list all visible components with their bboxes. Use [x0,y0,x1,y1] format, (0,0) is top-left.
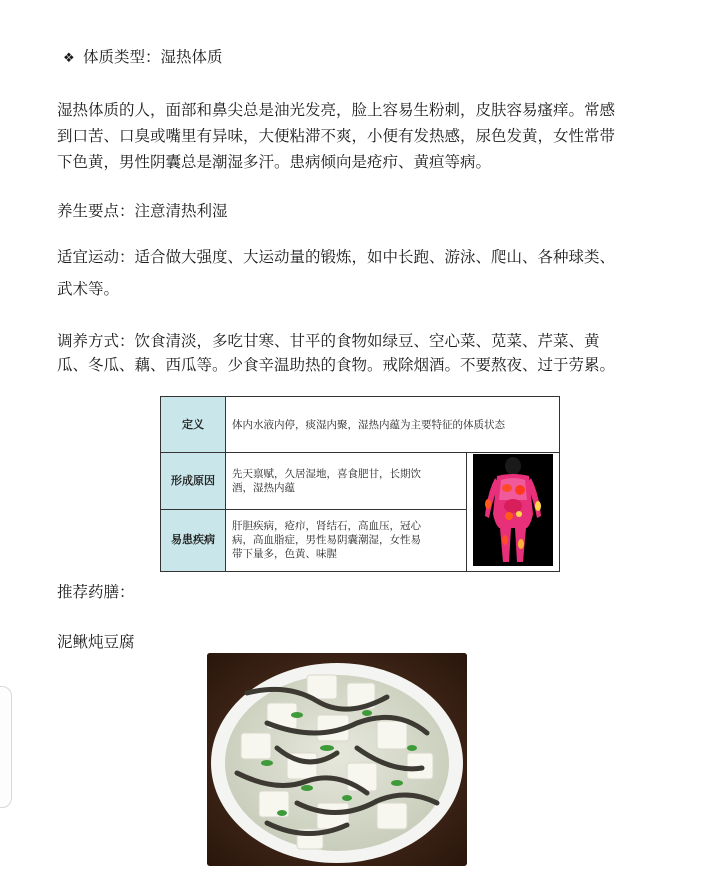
key-point-text: 养生要点：注意清热利湿 [57,202,228,220]
heading-text: 体质类型：湿热体质 [83,48,223,66]
regimen-line: 调养方式：饮食清淡，多吃甘寒、甘平的食物如绿豆、空心菜、苋菜、芹菜、黄 [57,332,600,350]
table-cell [226,453,467,509]
body-thermal-image-cell [467,453,560,572]
table-header-cell: 形成原因 [161,453,226,509]
regimen-line: 瓜、冬瓜、藕、西瓜等。少食辛温助热的食物。戒除烟酒。不要熬夜、过于劳累。 [57,356,616,374]
description-paragraph [57,98,667,176]
table-cell [226,509,467,571]
table-cell: 体内水液内停，痰湿内聚，湿热内蕴为主要特征的体质状态 [226,397,560,453]
table-row [161,397,560,453]
body-thermal-figure [473,454,553,566]
constitution-info-table [160,396,560,572]
constitution-type-heading [63,45,673,71]
description-line: 到口苦、口臭或嘴里有异味，大便粘滞不爽，小便有发热感，尿色发黄，女性常带 [57,127,616,145]
table-cell-line: 病，高血脂症，男性易阴囊潮湿，女性易 [232,534,421,547]
dish-name: 泥鳅炖豆腐 [57,633,135,651]
table-header-cell: 定义 [161,397,226,453]
table-cell-line: 先天禀赋，久居湿地，喜食肥甘，长期饮 [232,467,421,480]
recommend-label: 推荐药膳： [57,583,135,601]
exercise-paragraph [57,245,667,303]
regimen-paragraph [57,329,667,377]
table-header-cell: 易患疾病 [161,509,226,571]
exercise-line: 武术等。 [57,280,120,298]
loach-tofu-image [207,653,467,866]
table-cell-line: 肝胆疾病，疮疖，肾结石，高血压，冠心 [232,520,421,533]
table-cell-line: 带下量多，色黄、味腥 [232,548,337,561]
description-line: 湿热体质的人，面部和鼻尖总是油光发亮，脸上容易生粉刺，皮肤容易瘙痒。常感 [57,101,616,119]
exercise-line: 适宜运动：适合做大强度、大运动量的锻炼，如中长跑、游泳、爬山、各种球类、 [57,248,616,266]
description-line: 下色黄，男性阴囊总是潮湿多汗。患病倾向是疮疖、黄疸等病。 [57,153,492,171]
table-row [161,453,560,509]
loach-tofu-photo [207,653,467,866]
diamond-bullet-icon: ❖ [63,51,75,66]
side-scroll-handle[interactable] [0,686,12,808]
table-cell-line: 酒，湿热内蕴 [232,481,295,494]
